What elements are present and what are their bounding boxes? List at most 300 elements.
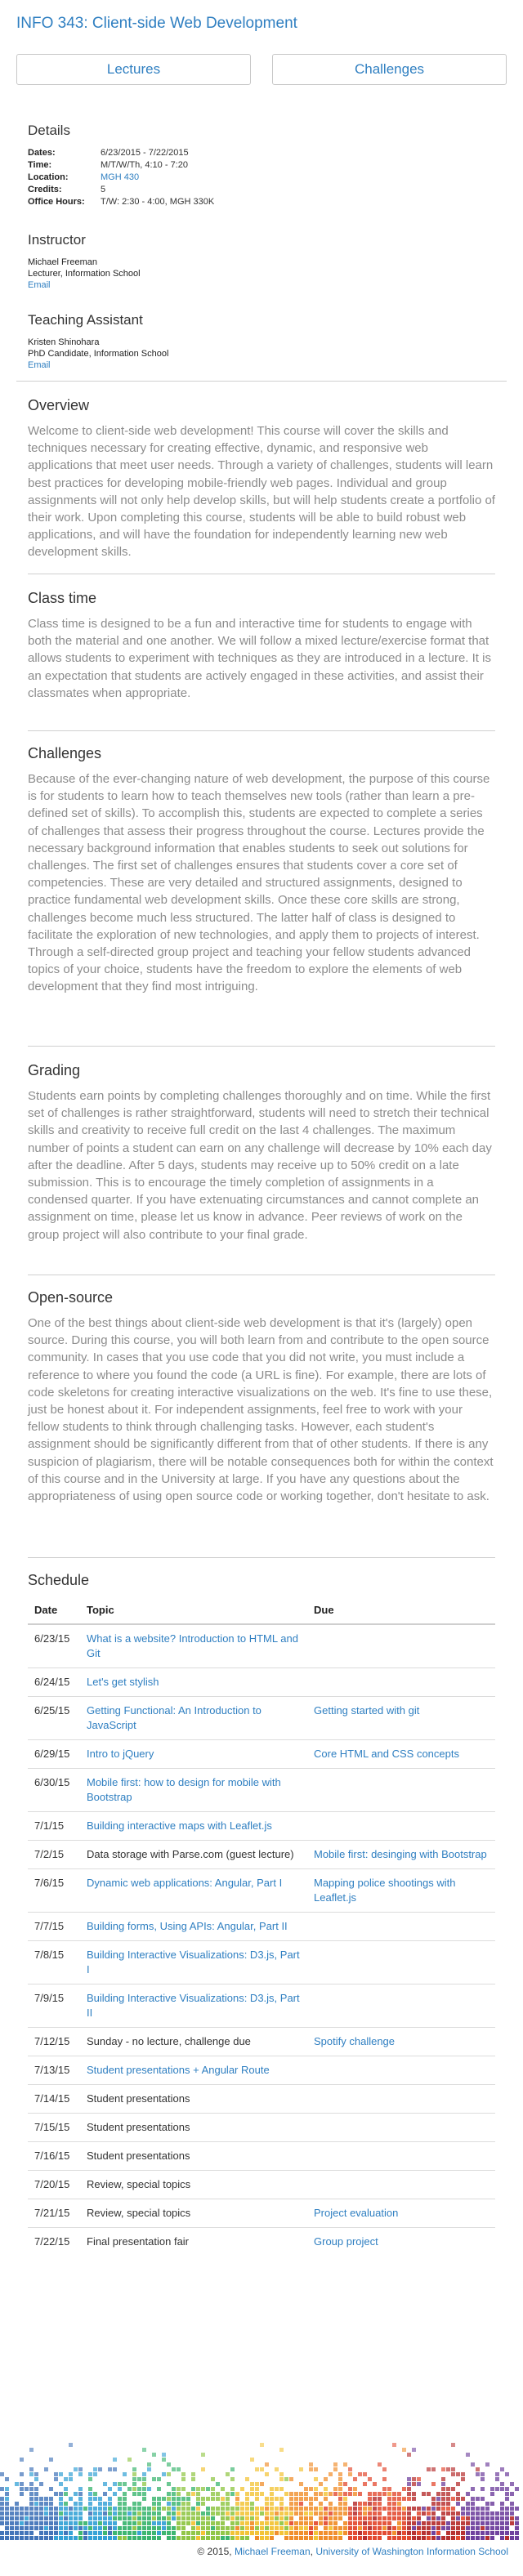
mosaic-pixel — [245, 2507, 249, 2511]
mosaic-pixel — [172, 2507, 176, 2511]
mosaic-pixel — [314, 2467, 318, 2471]
mosaic-pixel — [206, 2531, 210, 2535]
mosaic-pixel — [333, 2521, 337, 2525]
mosaic-pixel — [98, 2502, 102, 2506]
mosaic-pixel — [34, 2516, 38, 2520]
schedule-date: 7/9/15 — [28, 1984, 80, 2028]
mosaic-pixel — [314, 2526, 318, 2530]
mosaic-pixel — [490, 2516, 494, 2520]
grading-section — [28, 1062, 495, 1243]
copyright-text: © 2015, — [197, 2546, 232, 2557]
instructor-email-link[interactable]: Email — [28, 280, 51, 290]
mosaic-pixel — [44, 2467, 48, 2471]
mosaic-pixel — [177, 2507, 181, 2511]
mosaic-pixel — [167, 2502, 171, 2506]
mosaic-pixel — [255, 2536, 259, 2540]
mosaic-pixel — [333, 2531, 337, 2535]
mosaic-pixel — [0, 2511, 4, 2516]
mosaic-pixel — [476, 2472, 480, 2476]
mosaic-pixel — [137, 2511, 141, 2516]
mosaic-pixel — [402, 2511, 406, 2516]
mosaic-pixel — [260, 2482, 264, 2486]
mosaic-pixel — [275, 2526, 279, 2530]
mosaic-pixel — [64, 2477, 68, 2481]
mosaic-pixel — [476, 2521, 480, 2525]
mosaic-pixel — [515, 2521, 519, 2525]
mosaic-pixel — [5, 2497, 9, 2501]
mosaic-pixel — [338, 2516, 342, 2520]
mosaic-pixel — [495, 2526, 499, 2530]
details-key: Office Hours: — [28, 197, 85, 207]
mosaic-pixel — [476, 2507, 480, 2511]
mosaic-pixel — [324, 2492, 328, 2496]
classtime-text: Class time is designed to be a fun and interactive time for students to engage with both the material and one another. We will follow a mixed lecture/exercise format that allows students to experiment with techniques as they are introduced in a lecture. It is an expectation that students are actively engaged in these activities, and assist their classmates when appropriate. — [28, 617, 491, 700]
mosaic-pixel — [441, 2507, 445, 2511]
mosaic-pixel — [456, 2531, 460, 2535]
mosaic-pixel — [309, 2526, 313, 2530]
mosaic-pixel — [329, 2526, 333, 2530]
mosaic-pixel — [260, 2521, 264, 2525]
mosaic-pixel — [289, 2502, 293, 2506]
mosaic-pixel — [25, 2536, 29, 2540]
mosaic-pixel — [142, 2507, 146, 2511]
schedule-heading: Schedule — [28, 1572, 90, 1588]
mosaic-pixel — [329, 2516, 333, 2520]
mosaic-pixel — [177, 2492, 181, 2496]
mosaic-pixel — [314, 2531, 318, 2535]
mosaic-pixel — [441, 2521, 445, 2525]
schedule-header-row — [28, 1596, 495, 1624]
mosaic-pixel — [152, 2453, 156, 2457]
mosaic-pixel — [127, 2526, 132, 2530]
schedule-row — [28, 1869, 495, 1913]
due-link[interactable]: Core HTML and CSS concepts — [314, 1748, 459, 1760]
mosaic-pixel — [201, 2502, 205, 2506]
mosaic-pixel — [304, 2507, 308, 2511]
mosaic-pixel — [348, 2516, 352, 2520]
schedule-row — [28, 2114, 495, 2142]
mosaic-pixel — [451, 2511, 455, 2516]
mosaic-pixel — [275, 2467, 279, 2471]
due-link[interactable]: Group project — [314, 2235, 378, 2248]
mosaic-pixel — [294, 2492, 298, 2496]
mosaic-pixel — [456, 2511, 460, 2516]
mosaic-pixel — [123, 2536, 127, 2540]
mosaic-pixel — [515, 2487, 519, 2491]
mosaic-pixel — [358, 2521, 362, 2525]
mosaic-pixel — [373, 2516, 377, 2520]
mosaic-pixel — [446, 2492, 450, 2496]
mosaic-pixel — [324, 2497, 328, 2501]
mosaic-pixel — [172, 2536, 176, 2540]
mosaic-pixel — [172, 2526, 176, 2530]
mosaic-pixel — [78, 2497, 83, 2501]
mosaic-pixel — [289, 2511, 293, 2516]
mosaic-pixel — [314, 2507, 318, 2511]
mosaic-pixel — [113, 2536, 117, 2540]
mosaic-pixel — [10, 2511, 14, 2516]
mosaic-pixel — [167, 2531, 171, 2535]
mosaic-pixel — [59, 2497, 63, 2501]
mosaic-pixel — [93, 2516, 97, 2520]
mosaic-pixel — [54, 2521, 58, 2525]
mosaic-pixel — [279, 2521, 284, 2525]
mosaic-pixel — [59, 2502, 63, 2506]
mosaic-pixel — [270, 2492, 274, 2496]
mosaic-pixel — [392, 2502, 396, 2506]
mosaic-pixel — [123, 2472, 127, 2476]
ta-email-link[interactable]: Email — [28, 360, 51, 370]
schedule-date: 6/30/15 — [28, 1769, 80, 1812]
topic-link[interactable]: What is a website? Introduction to HTML and Git — [87, 1632, 298, 1659]
mosaic-pixel — [431, 2511, 436, 2516]
ischool-link[interactable]: University of Washington Information School — [315, 2546, 508, 2557]
mosaic-pixel — [481, 2521, 485, 2525]
mosaic-pixel — [172, 2511, 176, 2516]
mosaic-pixel — [284, 2507, 288, 2511]
mosaic-pixel — [29, 2516, 34, 2520]
mosaic-pixel — [471, 2497, 475, 2501]
mosaic-pixel — [481, 2536, 485, 2540]
mosaic-pixel — [235, 2536, 239, 2540]
mosaic-pixel — [441, 2526, 445, 2530]
mosaic-pixel — [373, 2526, 377, 2530]
mosaic-pixel — [343, 2511, 347, 2516]
mosaic-pixel — [270, 2536, 274, 2540]
mosaic-pixel — [240, 2526, 244, 2530]
schedule-topic-cell — [80, 1913, 307, 1941]
mosaic-pixel — [319, 2536, 323, 2540]
mosaic-pixel — [25, 2507, 29, 2511]
mosaic-pixel — [485, 2521, 489, 2525]
mosaic-pixel — [216, 2507, 220, 2511]
mosaic-pixel — [10, 2521, 14, 2525]
lectures-button[interactable]: Lectures — [16, 54, 251, 85]
mosaic-pixel — [29, 2482, 34, 2486]
mosaic-pixel — [255, 2492, 259, 2496]
mosaic-pixel — [201, 2487, 205, 2491]
mosaic-pixel — [451, 2531, 455, 2535]
mosaic-pixel — [471, 2511, 475, 2516]
topic-link[interactable]: Building Interactive Visualizations: D3.js, Part II — [87, 1992, 300, 2019]
mosaic-pixel — [250, 2516, 254, 2520]
topic-link[interactable]: Student presentations + Angular Route — [87, 2064, 270, 2076]
mosaic-pixel — [201, 2497, 205, 2501]
mosaic-pixel — [402, 2536, 406, 2540]
mosaic-pixel — [172, 2487, 176, 2491]
mosaic-pixel — [510, 2521, 514, 2525]
mosaic-pixel — [407, 2511, 411, 2516]
mosaic-pixel — [500, 2531, 504, 2535]
mosaic-pixel — [64, 2516, 68, 2520]
ta-section — [28, 312, 495, 371]
details-row — [28, 159, 214, 172]
mosaic-pixel — [49, 2526, 53, 2530]
mosaic-pixel — [108, 2467, 112, 2471]
mosaic-pixel — [343, 2507, 347, 2511]
mosaic-pixel — [294, 2507, 298, 2511]
mosaic-pixel — [382, 2521, 387, 2525]
mosaic-pixel — [456, 2497, 460, 2501]
mosaic-pixel — [49, 2507, 53, 2511]
mosaic-pixel — [471, 2516, 475, 2520]
mosaic-pixel — [147, 2526, 151, 2530]
mosaic-pixel — [338, 2511, 342, 2516]
mosaic-pixel — [74, 2536, 78, 2540]
due-link[interactable]: Spotify challenge — [314, 2035, 396, 2047]
mosaic-pixel — [29, 2511, 34, 2516]
mosaic-pixel — [456, 2482, 460, 2486]
mosaic-pixel — [162, 2526, 166, 2530]
mosaic-pixel — [427, 2507, 431, 2511]
mosaic-pixel — [392, 2511, 396, 2516]
mosaic-pixel — [279, 2531, 284, 2535]
mosaic-pixel — [172, 2497, 176, 2501]
topic-link[interactable]: Dynamic web applications: Angular, Part I — [87, 1877, 283, 1889]
mosaic-pixel — [387, 2502, 391, 2506]
topic-link[interactable]: Getting Functional: An Introduction to JavaScript — [87, 1704, 262, 1731]
mosaic-pixel — [201, 2531, 205, 2535]
mosaic-pixel — [446, 2531, 450, 2535]
mosaic-pixel — [113, 2507, 117, 2511]
schedule-due-cell — [307, 1697, 495, 1740]
mosaic-pixel — [471, 2521, 475, 2525]
schedule-date: 7/8/15 — [28, 1941, 80, 1984]
mosaic-pixel — [186, 2492, 190, 2496]
mosaic-pixel — [15, 2511, 19, 2516]
mosaic-pixel — [289, 2477, 293, 2481]
mosaic-pixel — [230, 2526, 235, 2530]
mosaic-pixel — [431, 2502, 436, 2506]
mosaic-pixel — [279, 2487, 284, 2491]
mosaic-pixel — [402, 2448, 406, 2452]
mosaic-pixel — [226, 2472, 230, 2476]
opensource-text: One of the best things about client-side web development is that it's (largely) open source. During this course, you will both learn from and contribute to the open source community. In cases that you use code that you did not write, you must include a reference to where you found the code (a URL is fine). For example, there are lots of code skeletons for creating interactive visualizations on the web. It's fine to use these, just be honest about it. For independent assignments, feel free to work with your fellow students to think through challenging tasks. However, each student's assignment should be significantly different from that of other students. If there is any suspicion of plagiarism, there will be notable consequences both for within the context of this course and in the University at large. If you have any questions about the appropriateness of using open source code or working together, don't hesitate to ask. — [28, 1316, 494, 1504]
topic-link[interactable]: Mobile first: how to design for mobile with Bootstrap — [87, 1776, 281, 1803]
mosaic-pixel — [324, 2511, 328, 2516]
mosaic-pixel — [387, 2531, 391, 2535]
mosaic-pixel — [348, 2531, 352, 2535]
mosaic-pixel — [206, 2516, 210, 2520]
mosaic-pixel — [324, 2531, 328, 2535]
divider — [28, 1046, 495, 1047]
mosaic-pixel — [407, 2482, 411, 2486]
mosaic-pixel — [358, 2492, 362, 2496]
mosaic-pixel — [191, 2472, 195, 2476]
mosaic-pixel — [368, 2521, 372, 2525]
mosaic-pixel — [436, 2502, 440, 2506]
mosaic-pixel — [20, 2531, 24, 2535]
mosaic-pixel — [103, 2502, 107, 2506]
mosaic-pixel — [39, 2511, 43, 2516]
mosaic-pixel — [69, 2531, 73, 2535]
mosaic-pixel — [44, 2516, 48, 2520]
footer — [197, 2546, 508, 2557]
mosaic-pixel — [25, 2526, 29, 2530]
mosaic-pixel — [382, 2477, 387, 2481]
mosaic-pixel — [319, 2482, 323, 2486]
mosaic-pixel — [392, 2497, 396, 2501]
mosaic-pixel — [206, 2507, 210, 2511]
topic-link[interactable]: Building forms, Using APIs: Angular, Part II — [87, 1920, 288, 1932]
mosaic-pixel — [177, 2516, 181, 2520]
mosaic-pixel — [235, 2526, 239, 2530]
mosaic-pixel — [476, 2511, 480, 2516]
mosaic-pixel — [348, 2521, 352, 2525]
mosaic-pixel — [471, 2502, 475, 2506]
mosaic-pixel — [88, 2477, 92, 2481]
schedule-row — [28, 2085, 495, 2114]
mosaic-pixel — [157, 2497, 161, 2501]
schedule-topic-cell — [80, 2056, 307, 2085]
mosaic-pixel — [299, 2526, 303, 2530]
mosaic-pixel — [226, 2497, 230, 2501]
due-link[interactable]: Project evaluation — [314, 2207, 399, 2219]
mosaic-pixel — [289, 2497, 293, 2501]
mosaic-pixel — [152, 2507, 156, 2511]
mosaic-pixel — [431, 2482, 436, 2486]
mosaic-pixel — [167, 2472, 171, 2476]
schedule-row — [28, 1740, 495, 1769]
mosaic-pixel — [412, 2516, 416, 2520]
mosaic-pixel — [353, 2487, 357, 2491]
mosaic-pixel — [245, 2492, 249, 2496]
mosaic-pixel — [132, 2526, 136, 2530]
mosaic-pixel — [142, 2487, 146, 2491]
challenges-heading: Challenges — [28, 745, 102, 761]
mosaic-pixel — [240, 2516, 244, 2520]
mosaic-pixel — [103, 2516, 107, 2520]
due-link[interactable]: Getting started with git — [314, 1704, 420, 1717]
mosaic-pixel — [299, 2516, 303, 2520]
mosaic-pixel — [137, 2507, 141, 2511]
mosaic-pixel — [118, 2482, 122, 2486]
mosaic-pixel — [118, 2531, 122, 2535]
schedule-date: 7/2/15 — [28, 1841, 80, 1869]
mosaic-pixel — [387, 2507, 391, 2511]
mosaic-pixel — [181, 2472, 186, 2476]
mosaic-pixel — [417, 2536, 421, 2540]
mosaic-pixel — [422, 2511, 426, 2516]
mosaic-pixel — [407, 2487, 411, 2491]
location-link[interactable]: MGH 430 — [101, 172, 140, 182]
mosaic-pixel — [44, 2497, 48, 2501]
mosaic-pixel — [461, 2477, 465, 2481]
topic-link[interactable]: Let's get stylish — [87, 1676, 159, 1688]
mosaic-pixel — [5, 2536, 9, 2540]
mosaic-pixel — [98, 2516, 102, 2520]
mosaic-pixel — [5, 2511, 9, 2516]
grading-text: Students earn points by completing challenges thoroughly and on time. While the first set of challenges is rather straightforward, students will need to stretch their technical skills and creativity to receive full credit on the last 4 challenges. The maximum number of points a student can earn on any challenge will decrease by 10% each day after the deadline. After 5 days, students may receive up to 50% credit on a late submission. This is to encourage the timely completion of assignments in a condensed quarter. If you have extenuating circumstances and cannot complete an assignment on time, please let us know in advance. Peer reviews of work on the group project will also contribute to your final grade. — [28, 1089, 492, 1242]
mosaic-pixel — [373, 2492, 377, 2496]
mosaic-pixel — [74, 2516, 78, 2520]
mosaic-pixel — [382, 2487, 387, 2491]
mosaic-pixel — [15, 2536, 19, 2540]
mosaic-pixel — [201, 2453, 205, 2457]
details-key: Location: — [28, 172, 69, 182]
mosaic-pixel — [113, 2521, 117, 2525]
mosaic-pixel — [275, 2487, 279, 2491]
mosaic-pixel — [485, 2531, 489, 2535]
mosaic-pixel — [485, 2511, 489, 2516]
mosaic-pixel — [235, 2511, 239, 2516]
challenges-button[interactable]: Challenges — [272, 54, 507, 85]
mosaic-pixel — [510, 2536, 514, 2540]
topic-link[interactable]: Building Interactive Visualizations: D3.js, Part I — [87, 1949, 300, 1976]
topic-link[interactable]: Building interactive maps with Leaflet.js — [87, 1819, 272, 1832]
mosaic-pixel — [78, 2492, 83, 2496]
mosaic-pixel — [265, 2521, 269, 2525]
mosaic-pixel — [309, 2511, 313, 2516]
mosaic-pixel — [137, 2536, 141, 2540]
mosaic-pixel — [368, 2511, 372, 2516]
mosaic-pixel — [93, 2467, 97, 2471]
mosaic-pixel — [373, 2482, 377, 2486]
mosaic-pixel — [211, 2487, 215, 2491]
mosaic-pixel — [485, 2526, 489, 2530]
mosaic-pixel — [34, 2472, 38, 2476]
mosaic-pixel — [123, 2497, 127, 2501]
mosaic-pixel — [441, 2497, 445, 2501]
mosaic-pixel — [167, 2536, 171, 2540]
overview-text: Welcome to client-side web development! This course will cover the skills and techniques necessary for creating effective, dynamic, and responsive web applications that meet user needs. Through a variety of challenges, students will learn best practices for developing mobile-friendly web pages. Individual and group assignments will not only help develop skills, but will help students create a portfolio of their work. Upon completing this course, students will be able to build robust web applications, and will have the foundation for independently learning new web development skills. — [28, 424, 495, 560]
mosaic-pixel — [436, 2521, 440, 2525]
mosaic-pixel — [196, 2531, 200, 2535]
mosaic-pixel — [59, 2511, 63, 2516]
mosaic-pixel — [34, 2536, 38, 2540]
mosaic-pixel — [368, 2536, 372, 2540]
topic-link[interactable]: Intro to jQuery — [87, 1748, 154, 1760]
due-link[interactable]: Mapping police shootings with Leaflet.js — [314, 1877, 456, 1904]
author-link[interactable]: Michael Freeman — [234, 2546, 311, 2557]
footer-separator: , — [310, 2546, 313, 2557]
schedule-topic-cell — [80, 1941, 307, 1984]
mosaic-pixel — [226, 2531, 230, 2535]
mosaic-pixel — [103, 2492, 107, 2496]
mosaic-pixel — [127, 2487, 132, 2491]
mosaic-pixel — [304, 2531, 308, 2535]
mosaic-pixel — [39, 2507, 43, 2511]
mosaic-pixel — [510, 2511, 514, 2516]
schedule-date: 6/24/15 — [28, 1668, 80, 1697]
mosaic-pixel — [333, 2507, 337, 2511]
mosaic-pixel — [402, 2507, 406, 2511]
schedule-due-cell — [307, 2228, 495, 2257]
mosaic-pixel — [167, 2462, 171, 2467]
mosaic-pixel — [181, 2502, 186, 2506]
details-table — [28, 147, 214, 208]
mosaic-pixel — [289, 2521, 293, 2525]
mosaic-pixel — [279, 2497, 284, 2501]
mosaic-pixel — [255, 2526, 259, 2530]
mosaic-pixel — [510, 2507, 514, 2511]
mosaic-pixel — [260, 2443, 264, 2447]
schedule-row — [28, 2056, 495, 2085]
mosaic-pixel — [294, 2536, 298, 2540]
mosaic-pixel — [0, 2531, 4, 2535]
mosaic-pixel — [157, 2536, 161, 2540]
mosaic-pixel — [353, 2492, 357, 2496]
mosaic-pixel — [64, 2536, 68, 2540]
mosaic-pixel — [451, 2467, 455, 2471]
mosaic-pixel — [103, 2521, 107, 2525]
mosaic-pixel — [412, 2448, 416, 2452]
mosaic-pixel — [255, 2497, 259, 2501]
schedule-due-cell — [307, 2056, 495, 2085]
schedule-date: 7/12/15 — [28, 2028, 80, 2056]
due-link[interactable]: Mobile first: desinging with Bootstrap — [314, 1848, 487, 1860]
mosaic-pixel — [54, 2511, 58, 2516]
